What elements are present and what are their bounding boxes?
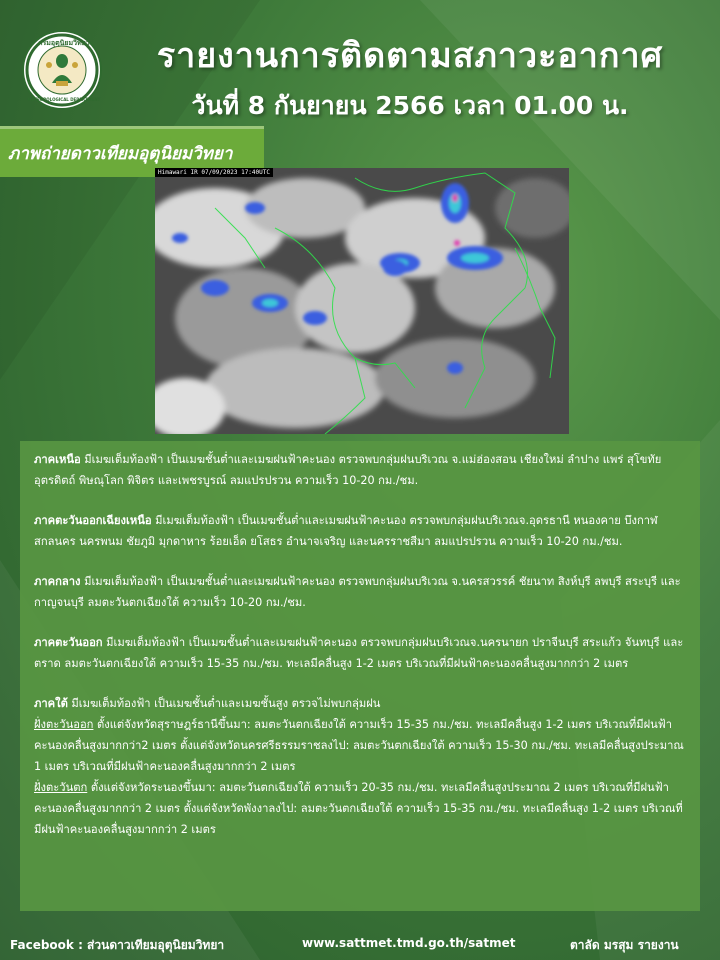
region-northeast <box>34 510 686 552</box>
footer <box>0 936 720 958</box>
page-subtitle: วันที่ 8 กันยายน 2566 เวลา 01.00 น. <box>191 91 629 120</box>
south-east-label: ฝั่งตะวันออก <box>34 718 94 731</box>
footer-facebook[interactable]: Facebook : ส่วนดาวเทียมอุตุนิยมวิทยา <box>10 938 225 952</box>
logo-text-bottom: METEOROLOGICAL DEPARTMENT <box>27 97 101 102</box>
tmd-logo <box>22 30 102 110</box>
region-text: มีเมฆเต็มท้องฟ้า เป็นเมฆชั้นต่ำและเมฆชั้นสูง ตรวจไม่พบกลุ่มฝน <box>67 697 381 710</box>
region-north <box>34 449 686 491</box>
region-text: มีเมฆเต็มท้องฟ้า เป็นเมฆชั้นต่ำและเมฆฝนฟ้าคะนอง ตรวจพบกลุ่มฝนบริเวณ จ.นครสวรรค์ ชัยนาท สิงห์บุรี ลพบุรี สระบุรี และกาญจนบุรี ลมตะวันตกเฉียงใต้ ความเร็ว 10-20 กม./ชม. <box>34 575 681 609</box>
region-text: มีเมฆเต็มท้องฟ้า เป็นเมฆชั้นต่ำและเมฆฝนฟ้าคะนอง ตรวจพบกลุ่มฝนบริเวณ จ.แม่ฮ่องสอน เชียงใหม่ ลำปาง แพร่ สุโขทัย อุตรดิตถ์ พิษณุโลก พิจิตร และเพชรบูรณ์ ลมแปรปรวน ความเร็ว 10-20 กม./ชม. <box>34 453 662 487</box>
satellite-image <box>155 168 569 434</box>
region-east <box>34 632 686 674</box>
south-west-text: ตั้งแต่จังหวัดระนองขึ้นมา: ลมตะวันตกเฉียงใต้ ความเร็ว 20-35 กม./ชม. ทะเลมีคลื่นสูงประมาณ 2 เมตร บริเวณที่มีฝนฟ้าคะนองคลื่นสูงมากกว่า 2 เมตร ตั้งแต่จังหวัดพังงาลงไป: ลมตะวันตกเฉียงใต้ ความเร็ว 15-35 กม./ชม. ทะเลมีคลื่นสูง 1-2 เมตร บริเวณที่มีฝนฟ้าคะนองคลื่นสูงมากกว่า 2 เมตร <box>34 781 683 836</box>
satellite-stamp: Himawari IR 07/09/2023 17:40UTC <box>155 168 273 177</box>
south-east-text: ตั้งแต่จังหวัดสุราษฎร์ธานีขึ้นมา: ลมตะวันตกเฉียงใต้ ความเร็ว 15-35 กม./ชม. ทะเลมีคลื่นสูง 1-2 เมตร บริเวณที่มีฝนฟ้าคะนองคลื่นสูงมากกว่า2 เมตร ตั้งแต่จังหวัดนครศรีธรรมราชลงไป: ลมตะวันตกเฉียงใต้ ความเร็ว 15-30 กม./ชม. ทะเลมีคลื่นสูงประมาณ 1 เมตร บริเวณที่มีฝนฟ้าคะนองคลื่นสูงมากกว่า 2 เมตร <box>34 718 684 773</box>
page-title: รายงานการติดตามสภาวะอากาศ <box>156 36 664 76</box>
satellite-map-icon <box>155 168 569 434</box>
region-name: ภาคกลาง <box>34 575 81 588</box>
region-name: ภาคใต้ <box>34 697 68 710</box>
footer-website[interactable]: www.sattmet.tmd.go.th/satmet <box>302 936 516 950</box>
weather-report <box>20 441 700 911</box>
region-text: มีเมฆเต็มท้องฟ้า เป็นเมฆชั้นต่ำและเมฆฝนฟ้าคะนอง ตรวจพบกลุ่มฝนบริเวณจ.นครนายก ปราจีนบุรี สระแก้ว จันทบุรี และตราด ลมตะวันตกเฉียงใต้ ความเร็ว 15-35 กม./ชม. ทะเลมีคลื่นสูง 1-2 เมตร บริเวณที่มีฝนฟ้าคะนองคลื่นสูงมากกว่า 2 เมตร <box>34 636 684 670</box>
region-name: ภาคตะวันออกเฉียงเหนือ <box>34 514 152 527</box>
region-name: ภาคตะวันออก <box>34 636 103 649</box>
region-south <box>34 693 686 840</box>
logo-text-top: กรมอุตุนิยมวิทยา <box>38 39 90 47</box>
footer-reporter: ตาลัด มรสุม รายงาน <box>570 938 679 952</box>
section-label-text: ภาพถ่ายดาวเทียมอุตุนิยมวิทยา <box>8 143 233 164</box>
region-text: มีเมฆเต็มท้องฟ้า เป็นเมฆชั้นต่ำและเมฆฝนฟ้าคะนอง ตรวจพบกลุ่มฝนบริเวณจ.อุดรธานี หนองคาย บึงกาฬ สกลนคร นครพนม ชัยภูมิ มุกดาหาร ร้อยเอ็ด ยโสธร อำนาจเจริญ และนครราชสีมา ลมแปรปรวน ความเร็ว 10-20 กม./ชม. <box>34 514 658 548</box>
south-west-label: ฝั่งตะวันตก <box>34 781 88 794</box>
region-name: ภาคเหนือ <box>34 453 81 466</box>
region-central <box>34 571 686 613</box>
